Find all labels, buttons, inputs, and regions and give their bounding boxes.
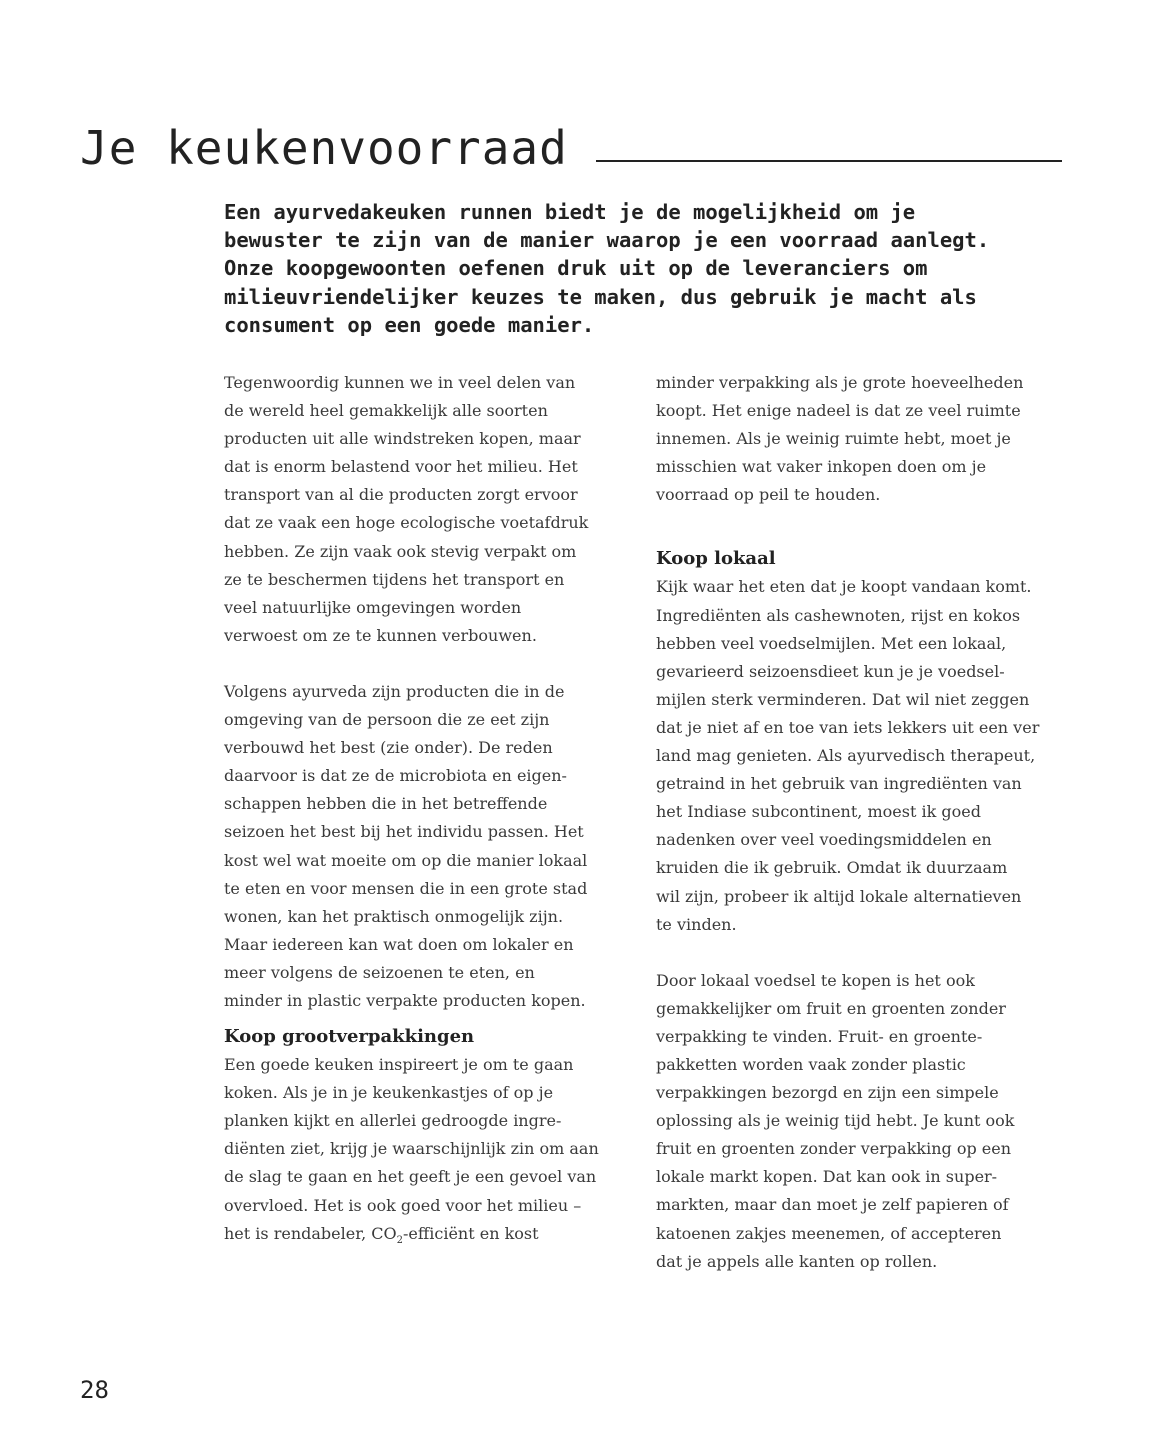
left-column [224, 369, 644, 1255]
right-paragraph-2: Kijk waar het eten dat je koopt vandaan komt. Ingrediënten als cashewnoten, rijst en kokos hebben veel voedselmijlen. Met een lokaal, gevarieerd seizoensdieet kun je je voedsel- mijlen sterk verminderen. Dat wil niet zeggen dat je niet af en toe van iets lekkers uit een ver land mag genieten. Als ayurvedisch therapeut, getraind in het gebruik van ingrediënten van het Indiase subcontinent, moest ik goed nadenken over veel voedingsmiddelen en kruiden die ik gebruik. Omdat ik duurzaam wil zijn, probeer ik altijd lokale alternatieven te vinden. [656, 577, 1040, 934]
right-paragraph-1: minder verpakking als je grote hoeveelheden koopt. Het enige nadeel is dat ze veel ruimte innemen. Als je weinig ruimte hebt, moet je misschien wat vaker inkopen doen om je voorraad op peil te houden. [656, 373, 1024, 505]
right-paragraph-3: Door lokaal voedsel te kopen is het ook gemakkelijker om fruit en groenten zonder verpakking te vinden. Fruit- en groente- pakketten worden vaak zonder plastic verpakkingen bezorgd en zijn een simpele oplossing als je weinig tijd hebt. Je kunt ook fruit en groenten zonder verpakking op een lokale markt kopen. Dat kan ook in super- markten, maar dan moet je zelf papieren of katoenen zakjes meenemen, of accepteren dat je appels alle kanten op rollen. [656, 970, 1015, 1271]
right-column [656, 369, 1076, 1276]
co2-subscript: 2 [396, 1234, 403, 1246]
heading-koop-grootverpakkingen: Koop grootverpakkingen [224, 1026, 475, 1048]
paragraph-gap [656, 939, 1076, 967]
left-paragraph-3 [224, 1051, 644, 1255]
heading-koop-lokaal: Koop lokaal [656, 548, 776, 570]
left-paragraph-3-tail: -efficiënt en kost [403, 1223, 539, 1243]
left-paragraph-3-text: Een goede keuken inspireert je om te gaan koken. Als je in je keukenkastjes of op je planken kijkt en allerlei gedroogde ingre- diënten ziet, krijg je waarschijnlijk zin om aan de slag te gaan en het geeft je een gevoel van overvloed. Het is ook goed voor het milieu – het is rendabeler, CO [224, 1055, 599, 1243]
paragraph-gap [224, 650, 644, 678]
title-rule [596, 160, 1062, 162]
left-paragraph-1: Tegenwoordig kunnen we in veel delen van de wereld heel gemakkelijk alle soorten producten uit alle windstreken kopen, maar dat is enorm belastend voor het milieu. Het transport van al die producten zorgt ervoor dat ze vaak een hoge ecologische voetafdruk hebben. Ze zijn vaak ook stevig verpakt om ze te beschermen tijdens het transport en veel natuurlijke omgevingen worden verwoest om ze te kunnen verbouwen. [224, 373, 589, 645]
intro-paragraph: Een ayurvedakeuken runnen biedt je de mogelijkheid om je bewuster te zijn van de manier waarop je een voorraad aanlegt. Onze koopgewoonten oefenen druk uit op de leveranciers om milieuvriendelijker keuzes te maken, dus gebruik je macht als consument op een goede manier. [224, 200, 990, 337]
left-paragraph-2: Volgens ayurveda zijn producten die in de omgeving van de persoon die ze eet zijn verbouwd het best (zie onder). De reden daarvoor is dat ze de microbiota en eigen- schappen hebben die in het betreffende seizoen het best bij het individu passen. Het kost wel wat moeite om op die manier lokaal te eten en voor mensen die in een grote stad wonen, kan het praktisch onmogelijk zijn. Maar iedereen kan wat doen om lokaler en meer volgens de seizoenen te eten, en minder in plastic verpakte producten kopen. [224, 681, 588, 1010]
page-title: Je keukenvoorraad [80, 121, 568, 175]
page-number: 28 [80, 1376, 109, 1404]
